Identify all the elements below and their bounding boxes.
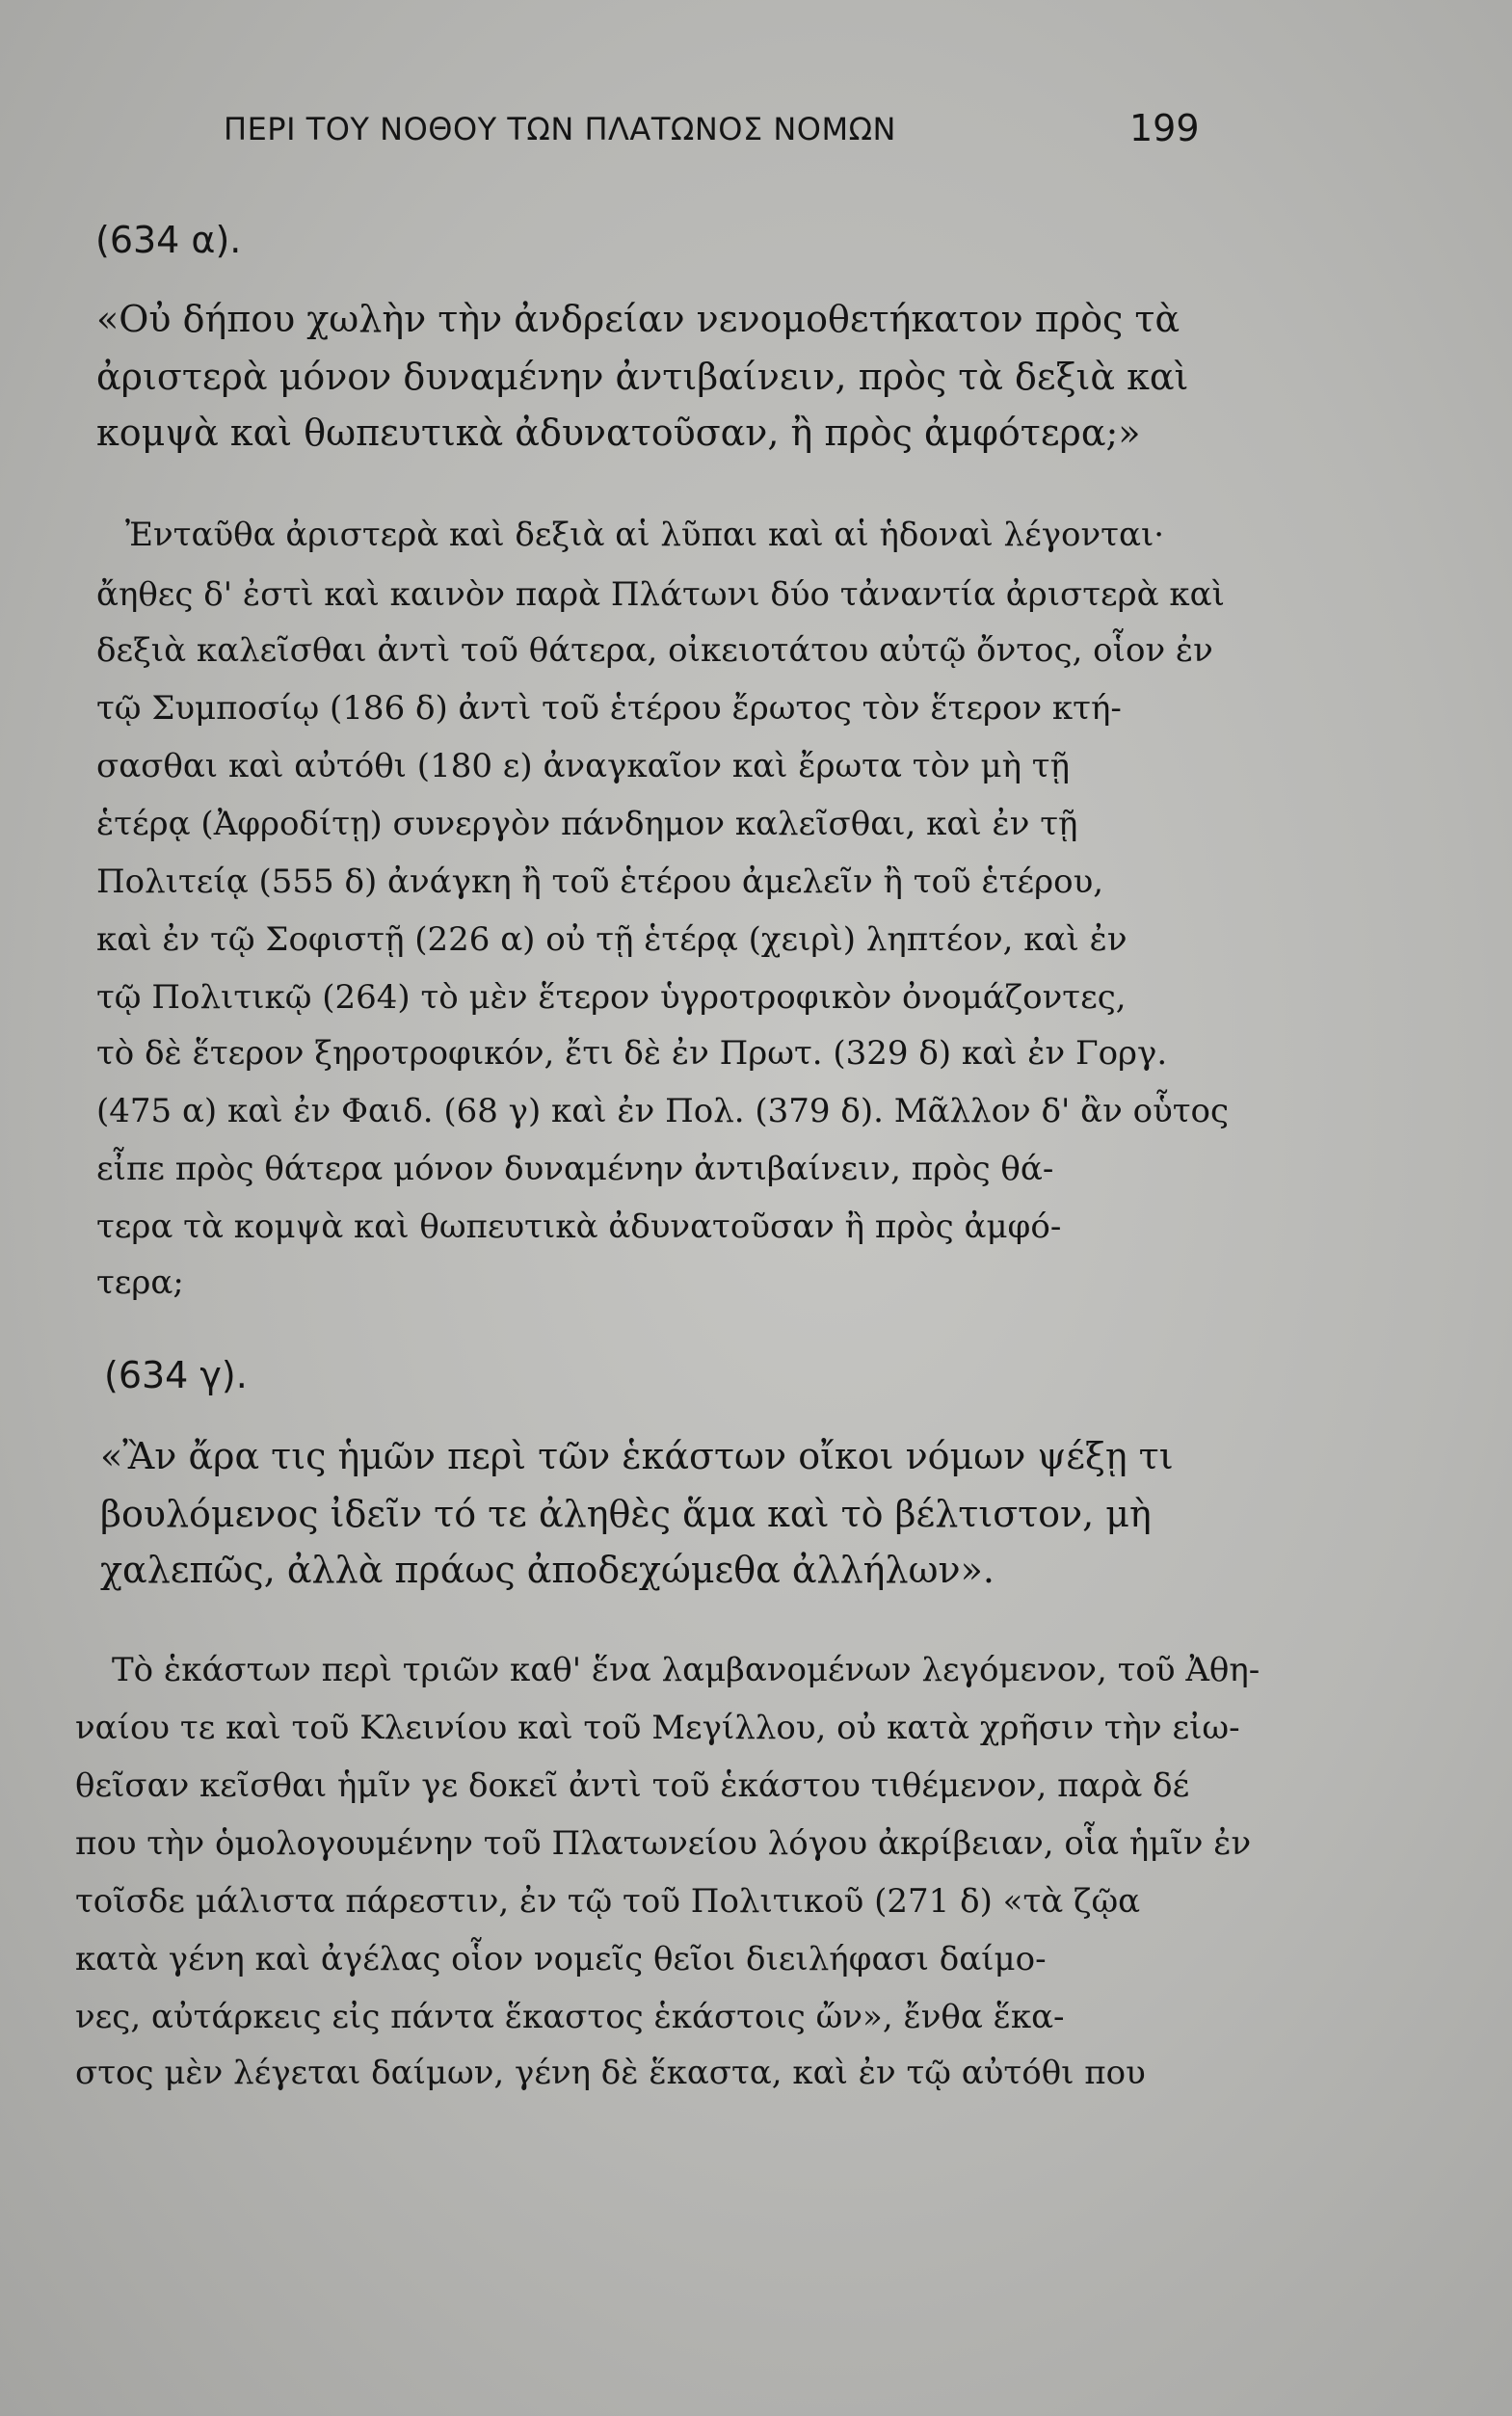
commentary-line: τῷ Συμποσίῳ (186 δ) ἀντὶ τοῦ ἑτέρου ἔρωτος τὸν ἕτερον κτή- bbox=[96, 689, 1122, 728]
quote-line: βουλόμενος ἰδεῖν τό τε ἀληθὲς ἅμα καὶ τὸ βέλτιστον, μὴ bbox=[100, 1493, 1152, 1535]
commentary-line: τοῖσδε μάλιστα πάρεστιν, ἐν τῷ τοῦ Πολιτικοῦ (271 δ) «τὰ ζῷα bbox=[75, 1882, 1141, 1921]
commentary-line: καὶ ἐν τῷ Σοφιστῇ (226 α) οὐ τῇ ἑτέρᾳ (χειρὶ) ληπτέον, καὶ ἐν bbox=[96, 920, 1127, 959]
quote-line: κομψὰ καὶ θωπευτικὰ ἀδυνατοῦσαν, ἢ πρὸς ἀμφότερα;» bbox=[96, 412, 1141, 454]
commentary-line: (475 α) καὶ ἐν Φαιδ. (68 γ) καὶ ἐν Πολ. (379 δ). Μᾶλλον δ' ἂν οὗτος bbox=[96, 1092, 1230, 1130]
commentary-line: στος μὲν λέγεται δαίμων, γένη δὲ ἕκαστα, καὶ ἐν τῷ αὐτόθι που bbox=[75, 2054, 1146, 2092]
commentary-line: κατὰ γένη καὶ ἀγέλας οἷον νομεῖς θεῖοι διειλήφασι δαίμο- bbox=[75, 1940, 1047, 1978]
commentary-line: τῷ Πολιτικῷ (264) τὸ μὲν ἕτερον ὑγροτροφικὸν ὀνομάζοντες, bbox=[96, 978, 1127, 1017]
commentary-line: Ἐνταῦθα ἀριστερὰ καὶ δεξιὰ αἱ λῦπαι καὶ αἱ ἡδοναὶ λέγονται· bbox=[125, 516, 1165, 554]
commentary-line: ἄηθες δ' ἐστὶ καὶ καινὸν παρὰ Πλάτωνι δύο τἀναντία ἀριστερὰ καὶ bbox=[96, 575, 1225, 614]
quote-line: «Οὐ δήπου χωλὴν τὴν ἀνδρείαν νενομοθετήκατον πρὸς τὰ bbox=[96, 298, 1180, 340]
commentary-line: ναίου τε καὶ τοῦ Κλεινίου καὶ τοῦ Μεγίλλου, οὐ κατὰ χρῆσιν τὴν εἰω- bbox=[75, 1709, 1240, 1747]
quote-line: ἀριστερὰ μόνον δυναμένην ἀντιβαίνειν, πρὸς τὰ δεξιὰ καὶ bbox=[96, 356, 1189, 398]
commentary-line: Τὸ ἑκάστων περὶ τριῶν καθ' ἕνα λαμβανομένων λεγόμενον, τοῦ Ἀθη- bbox=[112, 1651, 1260, 1689]
commentary-line: τερα τὰ κομψὰ καὶ θωπευτικὰ ἀδυνατοῦσαν ἢ πρὸς ἀμφό- bbox=[96, 1208, 1062, 1246]
running-header-title: ΠΕΡΙ ΤΟΥ ΝΟΘΟΥ ΤΩΝ ΠΛΑΤΩΝΟΣ ΝΟΜΩΝ bbox=[224, 111, 896, 147]
section-reference: (634 α). bbox=[95, 219, 242, 261]
commentary-line: εἶπε πρὸς θάτερα μόνον δυναμένην ἀντιβαίνειν, πρὸς θά- bbox=[96, 1150, 1054, 1188]
commentary-line: νες, αὐτάρκεις εἰς πάντα ἕκαστος ἑκάστοις ὤν», ἔνθα ἕκα- bbox=[75, 1998, 1065, 2036]
commentary-line: τερα; bbox=[96, 1263, 184, 1302]
commentary-line: ἑτέρᾳ (Ἀφροδίτῃ) συνεργὸν πάνδημον καλεῖσθαι, καὶ ἐν τῇ bbox=[96, 805, 1078, 843]
commentary-line: που τὴν ὁμολογουμένην τοῦ Πλατωνείου λόγου ἀκρίβειαν, οἷα ἡμῖν ἐν bbox=[75, 1824, 1252, 1863]
commentary-line: δεξιὰ καλεῖσθαι ἀντὶ τοῦ θάτερα, οἰκειοτάτου αὐτῷ ὄντος, οἷον ἐν bbox=[96, 631, 1213, 670]
quote-line: «Ἂν ἄρα τις ἡμῶν περὶ τῶν ἑκάστων οἴκοι νόμων ψέξῃ τι bbox=[100, 1435, 1174, 1477]
commentary-line: Πολιτείᾳ (555 δ) ἀνάγκη ἢ τοῦ ἑτέρου ἀμελεῖν ἢ τοῦ ἑτέρου, bbox=[96, 863, 1104, 901]
page-number: 199 bbox=[1129, 107, 1200, 149]
commentary-line: τὸ δὲ ἕτερον ξηροτροφικόν, ἔτι δὲ ἐν Πρωτ. (329 δ) καὶ ἐν Γοργ. bbox=[96, 1034, 1168, 1073]
quote-line: χαλεπῶς, ἀλλὰ πράως ἀποδεχώμεθα ἀλλήλων». bbox=[100, 1549, 995, 1591]
commentary-line: θεῖσαν κεῖσθαι ἡμῖν γε δοκεῖ ἀντὶ τοῦ ἑκάστου τιθέμενον, παρὰ δέ bbox=[75, 1766, 1190, 1805]
section-reference: (634 γ). bbox=[104, 1354, 248, 1396]
commentary-line: σασθαι καὶ αὐτόθι (180 ε) ἀναγκαῖον καὶ ἔρωτα τὸν μὴ τῇ bbox=[96, 747, 1070, 785]
